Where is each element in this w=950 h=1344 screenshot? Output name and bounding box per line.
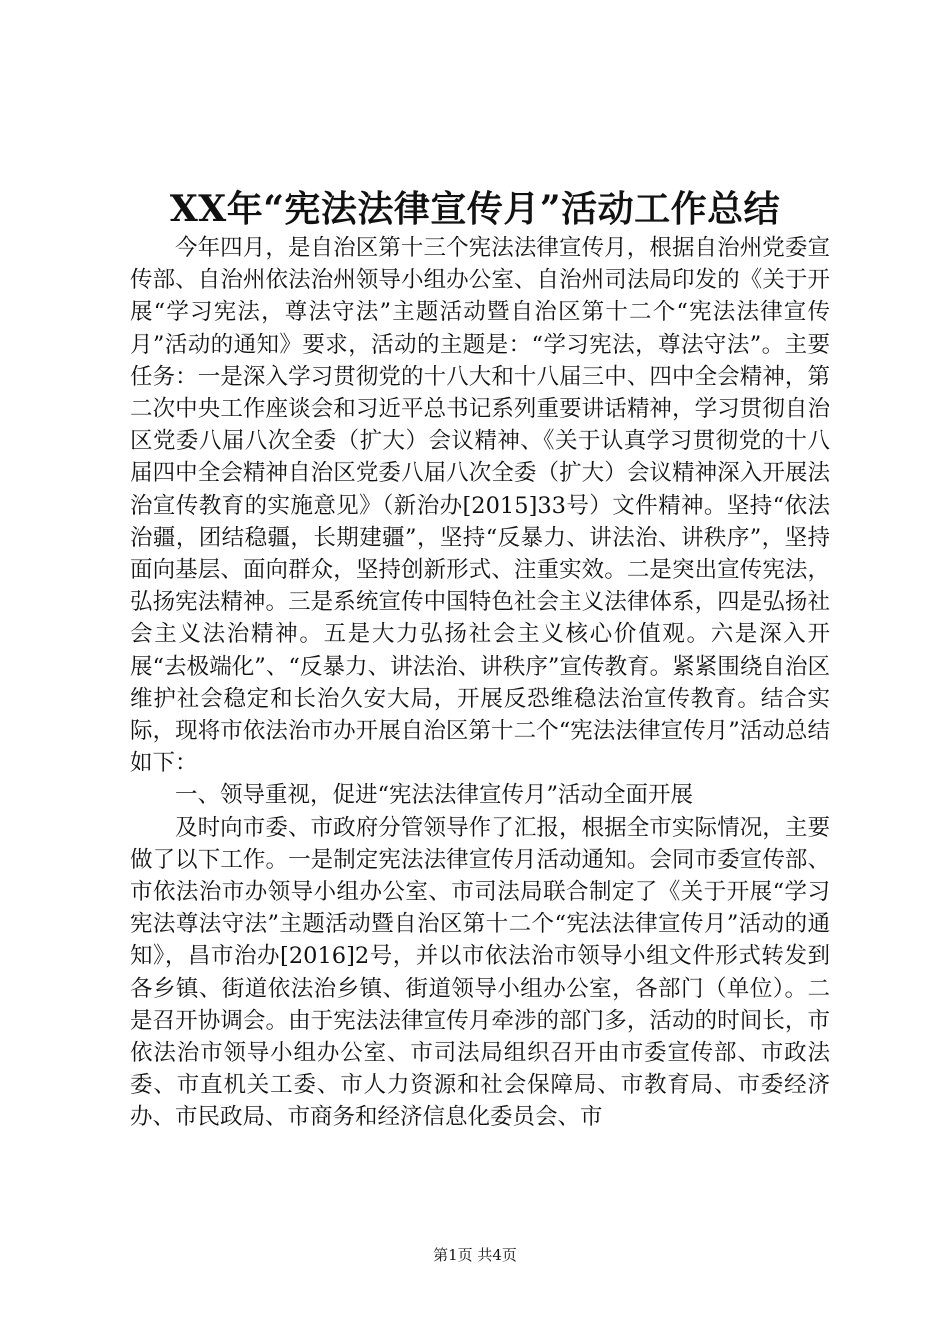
document-body <box>130 232 830 1134</box>
page-number-footer: 第1页 共4页 <box>433 1246 517 1264</box>
paragraph-section-1: 及时向市委、市政府分管领导作了汇报，根据全市实际情况，主要做了以下工作。一是制定宪法法律宣传月活动通知。会同市委宣传部、市依法治市办领导小组办公室、市司法局联合制定了《关于开展“学习宪法尊法守法”主题活动暨自治区第十二个“宪法法律宣传月”活动的通知》，昌市治办[2016]2号，并以市依法治市领导小组文件形式转发到各乡镇、街道依法治乡镇、街道领导小组办公室，各部门（单位）。二是召开协调会。由于宪法法律宣传月牵涉的部门多，活动的时间长，市依法治市领导小组办公室、市司法局组织召开由市委宣传部、市政法委、市直机关工委、市人力资源和社会保障局、市教育局、市委经济办、市民政局、市商务和经济信息化委员会、市 <box>130 814 830 1131</box>
section-heading-1: 一、领导重视，促进“宪法法律宣传月”活动全面开展 <box>175 782 694 809</box>
document-title: XX年“宪法法律宣传月”活动工作总结 <box>169 188 781 230</box>
paragraph-intro: 今年四月，是自治区第十三个宪法法律宣传月，根据自治州党委宣传部、自治州依法治州领导小组办公室、自治州司法局印发的《关于开展“学习宪法，尊法守法”主题活动暨自治区第十二个“宪法法律宣传月”活动的通知》要求，活动的主题是：“学习宪法，尊法守法”。主要任务：一是深入学习贯彻党的十八大和十八届三中、四中全会精神，第二次中央工作座谈会和习近平总书记系列重要讲话精神，学习贯彻自治区党委八届八次全委（扩大）会议精神、《关于认真学习贯彻党的十八届四中全会精神自治区党委八届八次全委（扩大）会议精神深入开展法治宣传教育的实施意见》（新治办[2015]33号）文件精神。坚持“依法治疆，团结稳疆，长期建疆”，坚持“反暴力、讲法治、讲秩序”，坚持面向基层、面向群众，坚持创新形式、注重实效。二是突出宣传宪法，弘扬宪法精神。三是系统宣传中国特色社会主义法律体系，四是弘扬社会主义法治精神。五是大力弘扬社会主义核心价值观。六是深入开展“去极端化”、“反暴力、讲法治、讲秩序”宣传教育。紧紧围绕自治区维护社会稳定和长治久安大局，开展反恐维稳法治宣传教育。结合实际，现将市依法治市办开展自治区第十二个“宪法法律宣传月”活动总结如下： <box>130 235 830 777</box>
